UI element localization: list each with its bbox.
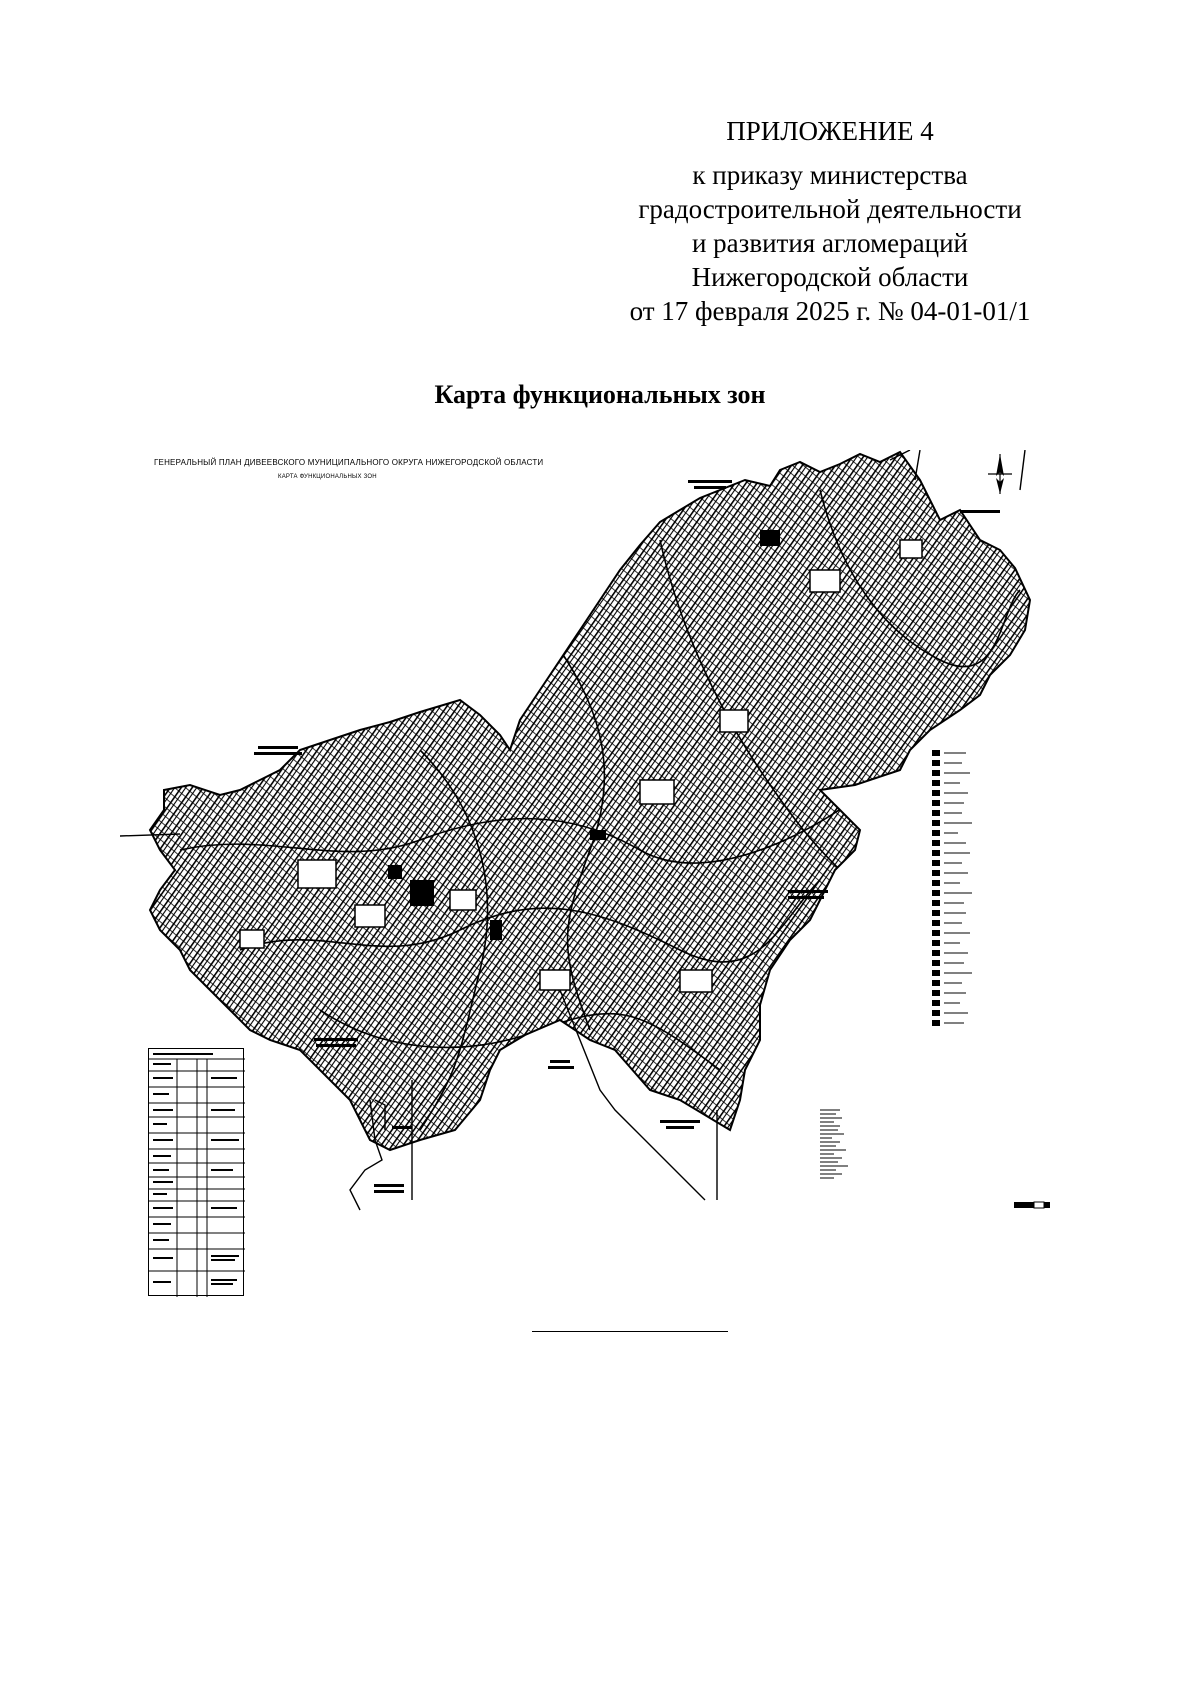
appendix-line: градостроительной деятельности [638, 194, 1022, 224]
appendix-header [570, 114, 1090, 328]
appendix-line: и развития агломераций [691, 228, 968, 258]
appendix-line: Нижегородской области [691, 262, 969, 292]
scale-bar [1014, 1202, 1050, 1208]
notes-block [820, 1110, 848, 1178]
zone-parameters-table [148, 1048, 244, 1296]
map-drawing [120, 450, 1140, 1310]
appendix-line: от 17 февраля 2025 г. № 04-01-01/1 [629, 296, 1031, 326]
document-title: Карта функциональных зон [434, 380, 766, 409]
map-main-title: ГЕНЕРАЛЬНЫЙ ПЛАН ДИВЕЕВСКОГО МУНИЦИПАЛЬНОГО ОКРУГА НИЖЕГОРОДСКОЙ ОБЛАСТИ [154, 458, 544, 467]
zone-legend [932, 750, 972, 1026]
compass-north-icon [988, 454, 1012, 494]
appendix-title: ПРИЛОЖЕНИЕ 4 [726, 116, 934, 146]
separator-line [532, 1331, 728, 1332]
zone-details [120, 450, 1140, 1310]
map-sub-title: КАРТА ФУНКЦИОНАЛЬНЫХ ЗОН [278, 474, 377, 480]
appendix-line: к приказу министерства [692, 160, 968, 190]
table-grid [149, 1049, 245, 1297]
functional-zones-map [120, 450, 1140, 1310]
